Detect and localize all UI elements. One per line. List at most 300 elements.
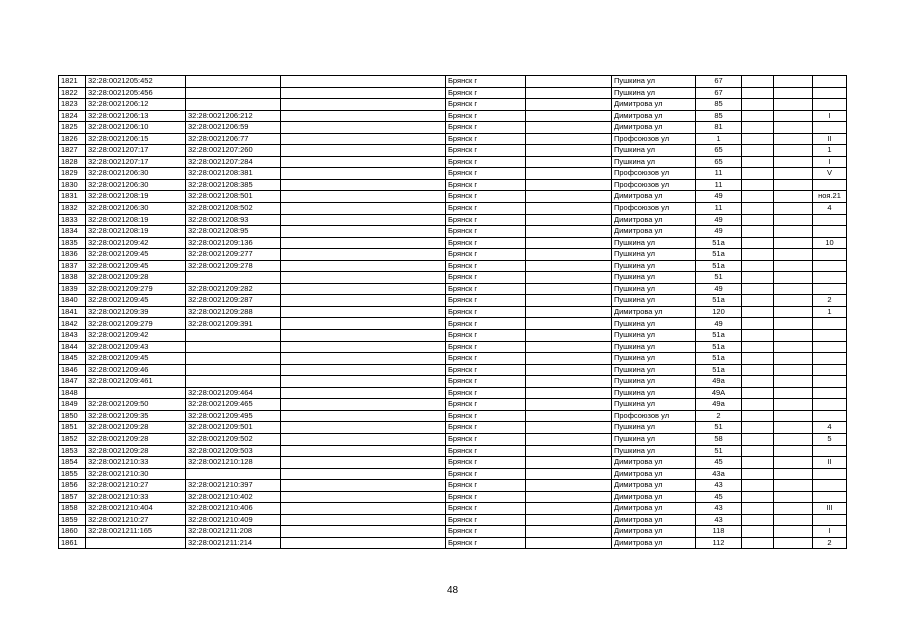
cadastral-number-cell: 32:28:0021209:42 — [86, 237, 186, 249]
cadastral-number-cell: 32:28:0021209:45 — [86, 249, 186, 261]
parent-cadastral-number-cell: 32:28:0021210:406 — [186, 503, 281, 515]
blank-column-a-cell — [281, 226, 446, 238]
row-number-cell: 1832 — [59, 203, 86, 215]
cadastral-number-cell: 32:28:0021209:28 — [86, 422, 186, 434]
row-number-cell: 1842 — [59, 318, 86, 330]
blank-column-c-cell — [742, 364, 774, 376]
parent-cadastral-number-cell: 32:28:0021210:128 — [186, 457, 281, 469]
blank-column-a-cell — [281, 110, 446, 122]
table-row — [59, 226, 847, 238]
cadastral-number-cell: 32:28:0021205:456 — [86, 87, 186, 99]
blank-column-d-cell — [774, 491, 813, 503]
city-cell: Брянск г — [446, 87, 526, 99]
blank-column-b-cell — [526, 122, 612, 134]
blank-column-d-cell — [774, 203, 813, 215]
house-number-cell: 49а — [696, 376, 742, 388]
street-cell: Пушкина ул — [612, 399, 696, 411]
blank-column-b-cell — [526, 468, 612, 480]
blank-column-b-cell — [526, 330, 612, 342]
blank-column-a-cell — [281, 260, 446, 272]
row-number-cell: 1837 — [59, 260, 86, 272]
city-cell: Брянск г — [446, 110, 526, 122]
cadastral-number-cell: 32:28:0021206:12 — [86, 99, 186, 111]
cadastral-number-cell: 32:28:0021209:46 — [86, 364, 186, 376]
cadastral-number-cell: 32:28:0021208:19 — [86, 214, 186, 226]
city-cell: Брянск г — [446, 168, 526, 180]
blank-column-b-cell — [526, 295, 612, 307]
street-cell: Димитрова ул — [612, 191, 696, 203]
parent-cadastral-number-cell — [186, 76, 281, 88]
blank-column-c-cell — [742, 168, 774, 180]
house-number-cell: 51а — [696, 260, 742, 272]
house-number-cell: 51а — [696, 364, 742, 376]
apartment-note-cell: III — [813, 503, 847, 515]
street-cell: Димитрова ул — [612, 306, 696, 318]
row-number-cell: 1839 — [59, 283, 86, 295]
parent-cadastral-number-cell — [186, 468, 281, 480]
cadastral-number-cell: 32:28:0021210:404 — [86, 503, 186, 515]
blank-column-d-cell — [774, 468, 813, 480]
apartment-note-cell — [813, 318, 847, 330]
house-number-cell: 51а — [696, 341, 742, 353]
cadastral-number-cell: 32:28:0021210:27 — [86, 514, 186, 526]
house-number-cell: 49а — [696, 399, 742, 411]
blank-column-b-cell — [526, 214, 612, 226]
apartment-note-cell — [813, 87, 847, 99]
cadastral-number-cell: 32:28:0021209:28 — [86, 445, 186, 457]
city-cell: Брянск г — [446, 237, 526, 249]
city-cell: Брянск г — [446, 537, 526, 549]
blank-column-b-cell — [526, 422, 612, 434]
blank-column-a-cell — [281, 191, 446, 203]
blank-column-d-cell — [774, 526, 813, 538]
street-cell: Пушкина ул — [612, 433, 696, 445]
blank-column-a-cell — [281, 353, 446, 365]
apartment-note-cell — [813, 387, 847, 399]
house-number-cell: 85 — [696, 99, 742, 111]
apartment-note-cell — [813, 399, 847, 411]
blank-column-d-cell — [774, 457, 813, 469]
city-cell: Брянск г — [446, 353, 526, 365]
table-row — [59, 168, 847, 180]
street-cell: Димитрова ул — [612, 537, 696, 549]
street-cell: Пушкина ул — [612, 341, 696, 353]
apartment-note-cell: 4 — [813, 422, 847, 434]
parent-cadastral-number-cell: 32:28:0021208:93 — [186, 214, 281, 226]
row-number-cell: 1835 — [59, 237, 86, 249]
row-number-cell: 1829 — [59, 168, 86, 180]
blank-column-d-cell — [774, 156, 813, 168]
blank-column-a-cell — [281, 87, 446, 99]
row-number-cell: 1848 — [59, 387, 86, 399]
parent-cadastral-number-cell: 32:28:0021208:381 — [186, 168, 281, 180]
cadastral-number-cell: 32:28:0021209:279 — [86, 318, 186, 330]
blank-column-c-cell — [742, 133, 774, 145]
city-cell: Брянск г — [446, 410, 526, 422]
city-cell: Брянск г — [446, 468, 526, 480]
house-number-cell: 65 — [696, 156, 742, 168]
table-row — [59, 468, 847, 480]
cadastral-number-cell: 32:28:0021209:28 — [86, 433, 186, 445]
parent-cadastral-number-cell: 32:28:0021209:495 — [186, 410, 281, 422]
row-number-cell: 1846 — [59, 364, 86, 376]
blank-column-a-cell — [281, 203, 446, 215]
blank-column-d-cell — [774, 237, 813, 249]
parent-cadastral-number-cell: 32:28:0021209:278 — [186, 260, 281, 272]
cadastral-number-cell: 32:28:0021209:45 — [86, 353, 186, 365]
blank-column-d-cell — [774, 537, 813, 549]
table-row — [59, 503, 847, 515]
blank-column-c-cell — [742, 214, 774, 226]
city-cell: Брянск г — [446, 480, 526, 492]
table-row — [59, 433, 847, 445]
street-cell: Димитрова ул — [612, 226, 696, 238]
house-number-cell: 43а — [696, 468, 742, 480]
parent-cadastral-number-cell — [186, 353, 281, 365]
blank-column-d-cell — [774, 249, 813, 261]
city-cell: Брянск г — [446, 203, 526, 215]
parent-cadastral-number-cell: 32:28:0021209:288 — [186, 306, 281, 318]
blank-column-a-cell — [281, 387, 446, 399]
city-cell: Брянск г — [446, 318, 526, 330]
street-cell: Профсоюзов ул — [612, 168, 696, 180]
blank-column-d-cell — [774, 272, 813, 284]
row-number-cell: 1827 — [59, 145, 86, 157]
blank-column-a-cell — [281, 133, 446, 145]
apartment-note-cell — [813, 76, 847, 88]
table-row — [59, 387, 847, 399]
apartment-note-cell — [813, 99, 847, 111]
blank-column-c-cell — [742, 330, 774, 342]
blank-column-b-cell — [526, 179, 612, 191]
row-number-cell: 1822 — [59, 87, 86, 99]
row-number-cell: 1854 — [59, 457, 86, 469]
table-row — [59, 110, 847, 122]
blank-column-c-cell — [742, 122, 774, 134]
cadastral-number-cell: 32:28:0021207:17 — [86, 145, 186, 157]
parent-cadastral-number-cell — [186, 272, 281, 284]
cadastral-number-cell: 32:28:0021206:15 — [86, 133, 186, 145]
cadastral-number-cell: 32:28:0021210:33 — [86, 457, 186, 469]
blank-column-c-cell — [742, 445, 774, 457]
street-cell: Димитрова ул — [612, 110, 696, 122]
blank-column-d-cell — [774, 364, 813, 376]
city-cell: Брянск г — [446, 249, 526, 261]
table-row — [59, 399, 847, 411]
blank-column-b-cell — [526, 503, 612, 515]
table-row — [59, 133, 847, 145]
city-cell: Брянск г — [446, 283, 526, 295]
parent-cadastral-number-cell: 32:28:0021209:503 — [186, 445, 281, 457]
row-number-cell: 1844 — [59, 341, 86, 353]
blank-column-c-cell — [742, 283, 774, 295]
blank-column-b-cell — [526, 226, 612, 238]
street-cell: Пушкина ул — [612, 445, 696, 457]
street-cell: Димитрова ул — [612, 468, 696, 480]
apartment-note-cell — [813, 249, 847, 261]
blank-column-a-cell — [281, 283, 446, 295]
street-cell: Пушкина ул — [612, 145, 696, 157]
cadastral-number-cell: 32:28:0021209:45 — [86, 295, 186, 307]
blank-column-b-cell — [526, 526, 612, 538]
registry-table-body — [59, 76, 847, 549]
city-cell: Брянск г — [446, 330, 526, 342]
row-number-cell: 1859 — [59, 514, 86, 526]
blank-column-b-cell — [526, 537, 612, 549]
street-cell: Пушкина ул — [612, 156, 696, 168]
blank-column-d-cell — [774, 376, 813, 388]
blank-column-a-cell — [281, 306, 446, 318]
blank-column-b-cell — [526, 168, 612, 180]
street-cell: Профсоюзов ул — [612, 203, 696, 215]
table-row — [59, 76, 847, 88]
house-number-cell: 81 — [696, 122, 742, 134]
row-number-cell: 1833 — [59, 214, 86, 226]
apartment-note-cell: 2 — [813, 295, 847, 307]
street-cell: Пушкина ул — [612, 295, 696, 307]
city-cell: Брянск г — [446, 122, 526, 134]
apartment-note-cell: V — [813, 168, 847, 180]
registry-table — [58, 75, 847, 549]
cadastral-number-cell: 32:28:0021210:33 — [86, 491, 186, 503]
apartment-note-cell — [813, 480, 847, 492]
blank-column-c-cell — [742, 295, 774, 307]
blank-column-d-cell — [774, 353, 813, 365]
blank-column-c-cell — [742, 491, 774, 503]
blank-column-c-cell — [742, 422, 774, 434]
blank-column-d-cell — [774, 145, 813, 157]
cadastral-number-cell: 32:28:0021209:35 — [86, 410, 186, 422]
blank-column-b-cell — [526, 410, 612, 422]
blank-column-b-cell — [526, 156, 612, 168]
blank-column-a-cell — [281, 341, 446, 353]
house-number-cell: 67 — [696, 76, 742, 88]
blank-column-d-cell — [774, 179, 813, 191]
house-number-cell: 2 — [696, 410, 742, 422]
blank-column-a-cell — [281, 122, 446, 134]
city-cell: Брянск г — [446, 433, 526, 445]
street-cell: Профсоюзов ул — [612, 410, 696, 422]
table-row — [59, 537, 847, 549]
blank-column-c-cell — [742, 376, 774, 388]
blank-column-b-cell — [526, 99, 612, 111]
city-cell: Брянск г — [446, 295, 526, 307]
row-number-cell: 1860 — [59, 526, 86, 538]
blank-column-b-cell — [526, 87, 612, 99]
blank-column-b-cell — [526, 237, 612, 249]
blank-column-a-cell — [281, 445, 446, 457]
cadastral-number-cell: 32:28:0021206:30 — [86, 179, 186, 191]
street-cell: Пушкина ул — [612, 318, 696, 330]
blank-column-b-cell — [526, 306, 612, 318]
cadastral-number-cell: 32:28:0021209:45 — [86, 260, 186, 272]
blank-column-b-cell — [526, 76, 612, 88]
house-number-cell: 49 — [696, 283, 742, 295]
apartment-note-cell: I — [813, 110, 847, 122]
blank-column-a-cell — [281, 422, 446, 434]
table-row — [59, 179, 847, 191]
cadastral-number-cell: 32:28:0021209:28 — [86, 272, 186, 284]
parent-cadastral-number-cell: 32:28:0021208:385 — [186, 179, 281, 191]
house-number-cell: 51 — [696, 272, 742, 284]
city-cell: Брянск г — [446, 306, 526, 318]
blank-column-d-cell — [774, 445, 813, 457]
blank-column-a-cell — [281, 503, 446, 515]
cadastral-number-cell: 32:28:0021209:43 — [86, 341, 186, 353]
street-cell: Пушкина ул — [612, 237, 696, 249]
row-number-cell: 1826 — [59, 133, 86, 145]
table-row — [59, 295, 847, 307]
house-number-cell: 120 — [696, 306, 742, 318]
table-row — [59, 330, 847, 342]
house-number-cell: 67 — [696, 87, 742, 99]
row-number-cell: 1845 — [59, 353, 86, 365]
apartment-note-cell — [813, 376, 847, 388]
street-cell: Пушкина ул — [612, 364, 696, 376]
row-number-cell: 1830 — [59, 179, 86, 191]
city-cell: Брянск г — [446, 260, 526, 272]
street-cell: Пушкина ул — [612, 387, 696, 399]
blank-column-c-cell — [742, 110, 774, 122]
house-number-cell: 11 — [696, 203, 742, 215]
house-number-cell: 45 — [696, 457, 742, 469]
city-cell: Брянск г — [446, 191, 526, 203]
blank-column-c-cell — [742, 306, 774, 318]
blank-column-d-cell — [774, 514, 813, 526]
street-cell: Димитрова ул — [612, 457, 696, 469]
blank-column-c-cell — [742, 237, 774, 249]
house-number-cell: 45 — [696, 491, 742, 503]
blank-column-d-cell — [774, 330, 813, 342]
city-cell: Брянск г — [446, 422, 526, 434]
apartment-note-cell — [813, 364, 847, 376]
parent-cadastral-number-cell — [186, 330, 281, 342]
row-number-cell: 1850 — [59, 410, 86, 422]
blank-column-a-cell — [281, 480, 446, 492]
parent-cadastral-number-cell: 32:28:0021209:464 — [186, 387, 281, 399]
row-number-cell: 1847 — [59, 376, 86, 388]
street-cell: Профсоюзов ул — [612, 179, 696, 191]
blank-column-c-cell — [742, 76, 774, 88]
house-number-cell: 118 — [696, 526, 742, 538]
apartment-note-cell — [813, 330, 847, 342]
apartment-note-cell: ноя.21 — [813, 191, 847, 203]
blank-column-c-cell — [742, 87, 774, 99]
blank-column-d-cell — [774, 260, 813, 272]
row-number-cell: 1825 — [59, 122, 86, 134]
blank-column-c-cell — [742, 457, 774, 469]
city-cell: Брянск г — [446, 76, 526, 88]
apartment-note-cell — [813, 353, 847, 365]
blank-column-a-cell — [281, 330, 446, 342]
table-row — [59, 341, 847, 353]
parent-cadastral-number-cell — [186, 364, 281, 376]
blank-column-d-cell — [774, 214, 813, 226]
cadastral-number-cell: 32:28:0021207:17 — [86, 156, 186, 168]
house-number-cell: 85 — [696, 110, 742, 122]
house-number-cell: 11 — [696, 179, 742, 191]
blank-column-b-cell — [526, 133, 612, 145]
table-row — [59, 445, 847, 457]
table-row — [59, 191, 847, 203]
row-number-cell: 1828 — [59, 156, 86, 168]
blank-column-b-cell — [526, 364, 612, 376]
blank-column-d-cell — [774, 341, 813, 353]
row-number-cell: 1831 — [59, 191, 86, 203]
apartment-note-cell — [813, 445, 847, 457]
apartment-note-cell: 1 — [813, 145, 847, 157]
blank-column-b-cell — [526, 260, 612, 272]
table-row — [59, 526, 847, 538]
blank-column-a-cell — [281, 156, 446, 168]
blank-column-d-cell — [774, 283, 813, 295]
blank-column-a-cell — [281, 168, 446, 180]
cadastral-number-cell: 32:28:0021209:39 — [86, 306, 186, 318]
city-cell: Брянск г — [446, 491, 526, 503]
blank-column-a-cell — [281, 99, 446, 111]
blank-column-c-cell — [742, 272, 774, 284]
cadastral-number-cell: 32:28:0021208:19 — [86, 226, 186, 238]
blank-column-a-cell — [281, 179, 446, 191]
parent-cadastral-number-cell: 32:28:0021210:409 — [186, 514, 281, 526]
house-number-cell: 51 — [696, 422, 742, 434]
house-number-cell: 58 — [696, 433, 742, 445]
row-number-cell: 1843 — [59, 330, 86, 342]
parent-cadastral-number-cell: 32:28:0021208:501 — [186, 191, 281, 203]
blank-column-b-cell — [526, 283, 612, 295]
blank-column-b-cell — [526, 491, 612, 503]
blank-column-c-cell — [742, 537, 774, 549]
apartment-note-cell: 10 — [813, 237, 847, 249]
blank-column-a-cell — [281, 145, 446, 157]
blank-column-d-cell — [774, 76, 813, 88]
apartment-note-cell: 1 — [813, 306, 847, 318]
house-number-cell: 11 — [696, 168, 742, 180]
apartment-note-cell: 4 — [813, 203, 847, 215]
blank-column-a-cell — [281, 237, 446, 249]
parent-cadastral-number-cell: 32:28:0021210:397 — [186, 480, 281, 492]
blank-column-d-cell — [774, 226, 813, 238]
blank-column-c-cell — [742, 503, 774, 515]
row-number-cell: 1838 — [59, 272, 86, 284]
parent-cadastral-number-cell: 32:28:0021208:502 — [186, 203, 281, 215]
blank-column-d-cell — [774, 387, 813, 399]
row-number-cell: 1861 — [59, 537, 86, 549]
blank-column-c-cell — [742, 191, 774, 203]
row-number-cell: 1858 — [59, 503, 86, 515]
street-cell: Пушкина ул — [612, 376, 696, 388]
blank-column-a-cell — [281, 214, 446, 226]
table-row — [59, 237, 847, 249]
house-number-cell: 112 — [696, 537, 742, 549]
apartment-note-cell: II — [813, 133, 847, 145]
blank-column-d-cell — [774, 99, 813, 111]
parent-cadastral-number-cell: 32:28:0021208:95 — [186, 226, 281, 238]
blank-column-a-cell — [281, 295, 446, 307]
blank-column-c-cell — [742, 156, 774, 168]
parent-cadastral-number-cell: 32:28:0021210:402 — [186, 491, 281, 503]
blank-column-b-cell — [526, 145, 612, 157]
blank-column-b-cell — [526, 110, 612, 122]
apartment-note-cell — [813, 468, 847, 480]
parent-cadastral-number-cell: 32:28:0021209:465 — [186, 399, 281, 411]
blank-column-b-cell — [526, 399, 612, 411]
cadastral-number-cell: 32:28:0021206:10 — [86, 122, 186, 134]
table-row — [59, 214, 847, 226]
cadastral-number-cell: 32:28:0021210:27 — [86, 480, 186, 492]
house-number-cell: 49 — [696, 318, 742, 330]
blank-column-a-cell — [281, 399, 446, 411]
